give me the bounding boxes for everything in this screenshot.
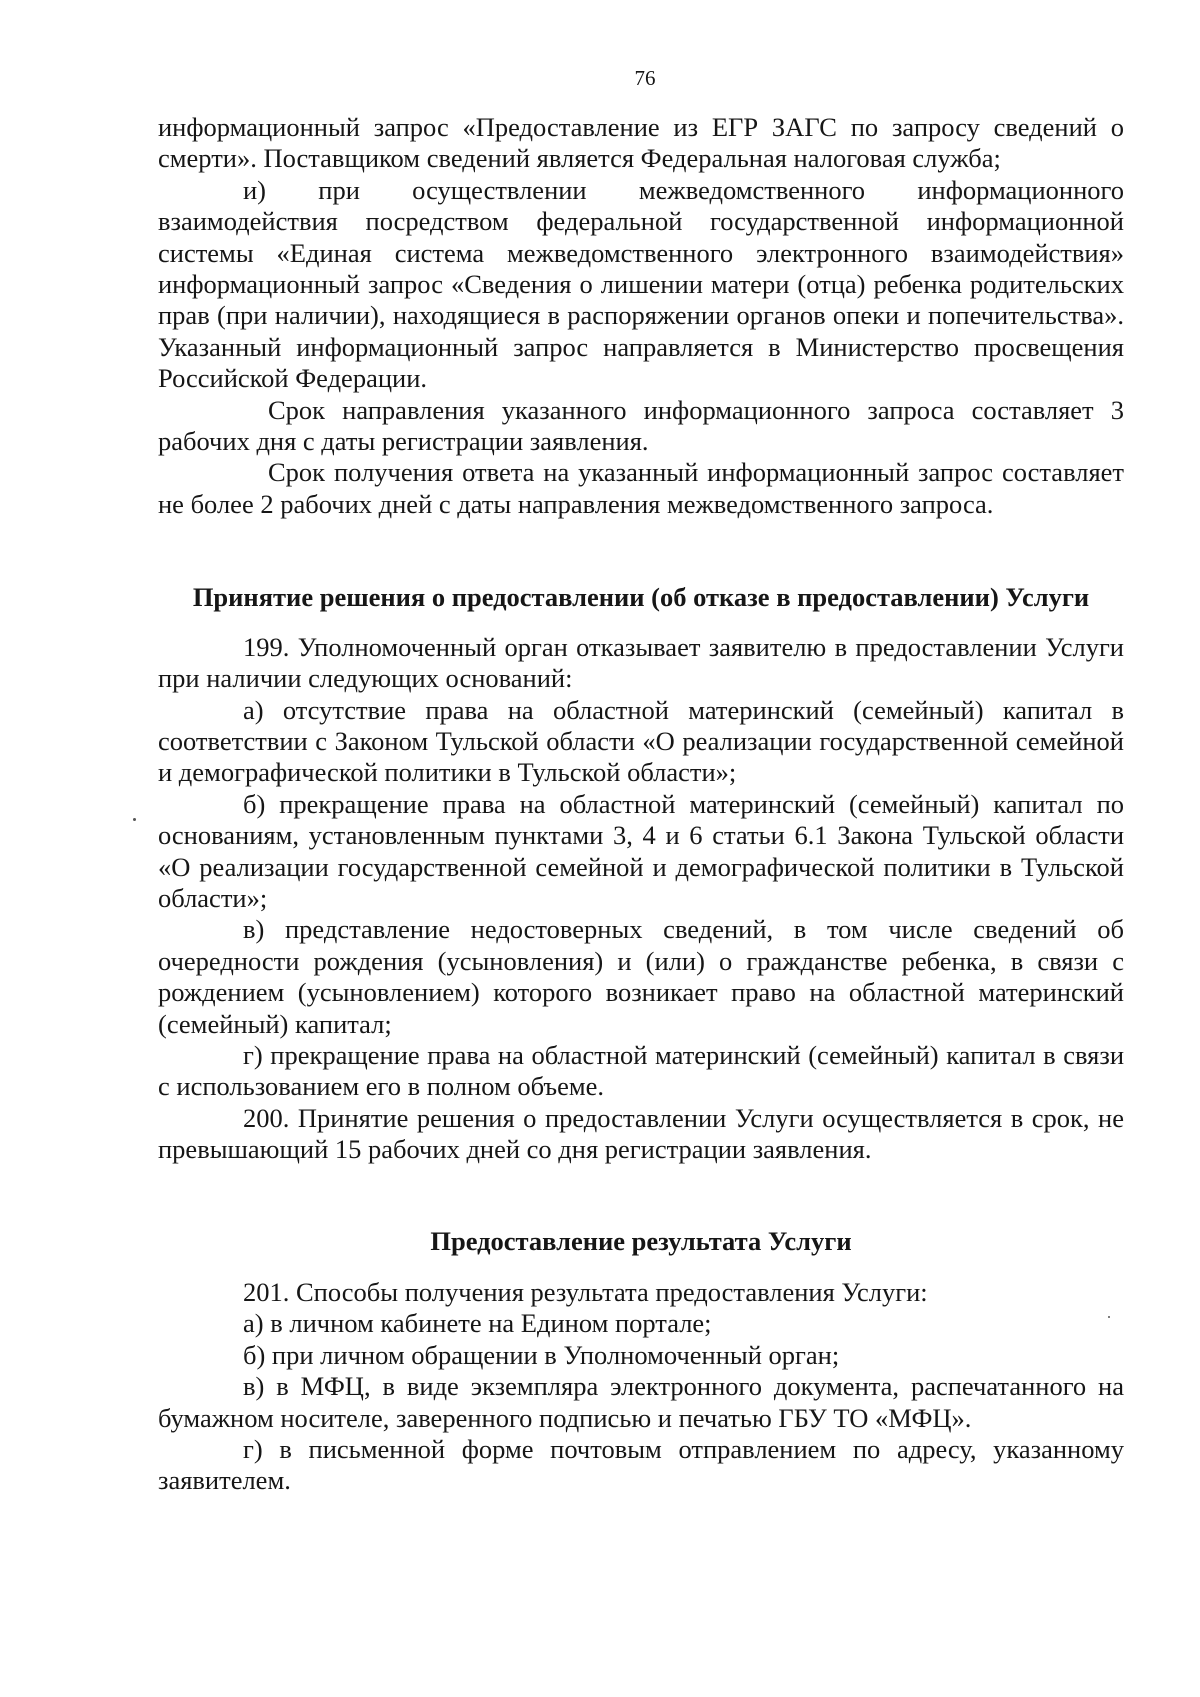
paragraph-201-v: в) в МФЦ, в виде экземпляра электронного документа, распечатанного на бумажном носителе, заверенного подписью и печатью ГБУ ТО «МФЦ». [158,1371,1124,1433]
paragraph-199-a: а) отсутствие права на областной материнский (семейный) капитал в соответствии с Законом Тульской области «О реализации государственной семейной и демографической политики в Тульской области»; [158,694,1124,788]
paragraph-201: 201. Способы получения результата предоставления Услуги: [243,1277,928,1307]
section-heading-result: Предоставление результата Услуги [430,1225,852,1256]
paragraph-199-g: г) прекращение права на областной материнский (семейный) капитал в связи с использованием его в полном объеме. [158,1039,1124,1102]
page-number: 76 [634,66,656,90]
paragraph-item-i: и) при осуществлении межведомственного информационного взаимодействия посредством федеральной государственной информационной системы «Единая система межведомственного электронного взаимодействия» информационный запрос «Сведения о лишении матери (отца) ребенка родительских прав (при наличии), находящиеся в распоряжении органов опеки и попечительства». Указанный информационный запрос направляется в Министерство просвещения Российской Федерации. [158,174,1124,394]
paragraph-200: 200. Принятие решения о предоставлении Услуги осуществляется в срок, не превышающий 15 рабочих дней со дня регистрации заявления. [158,1102,1124,1165]
paragraph-199: 199. Уполномоченный орган отказывает заявителю в предоставлении Услуги при наличии следующих оснований: [158,631,1124,694]
paragraph-response-term: Срок получения ответа на указанный информационный запрос составляет не более 2 рабочих дней с даты направления межведомственного запроса. [158,457,1124,519]
paragraph-199-v: в) представление недостоверных сведений, в том числе сведений об очередности рождения (усыновления) и (или) о гражданстве ребенка, в связи с рождением (усыновлением) которого возникает право на областной материнский (семейный) капитал; [158,914,1124,1039]
paragraph-199-b: б) прекращение права на областной материнский (семейный) капитал по основаниям, установленным пунктами 3, 4 и 6 статьи 6.1 Закона Тульской области «О реализации государственной семейной и демографической политики в Тульской области»; [158,788,1124,913]
scan-speck [1108,1316,1110,1318]
scan-speck [133,818,136,821]
paragraph-201-b: б) при личном обращении в Уполномоченный орган; [243,1339,840,1370]
document-body [158,112,1124,1497]
paragraph-request-term: Срок направления указанного информационного запроса составляет 3 рабочих дня с даты регистрации заявления. [158,394,1124,457]
section-heading-decision: Принятие решения о предоставлении (об отказе в предоставлении) Услуги [192,582,1090,613]
paragraph-egr-zags-continuation: информационный запрос «Предоставление из ЕГР ЗАГС по запросу сведений о смерти». Поставщиком сведений является Федеральная налоговая служба; [158,112,1124,174]
paragraph-201-g: г) в письменной форме почтовым отправлением по адресу, указанному заявителем. [158,1434,1124,1496]
paragraph-201-a: а) в личном кабинете на Едином портале; [243,1308,712,1339]
